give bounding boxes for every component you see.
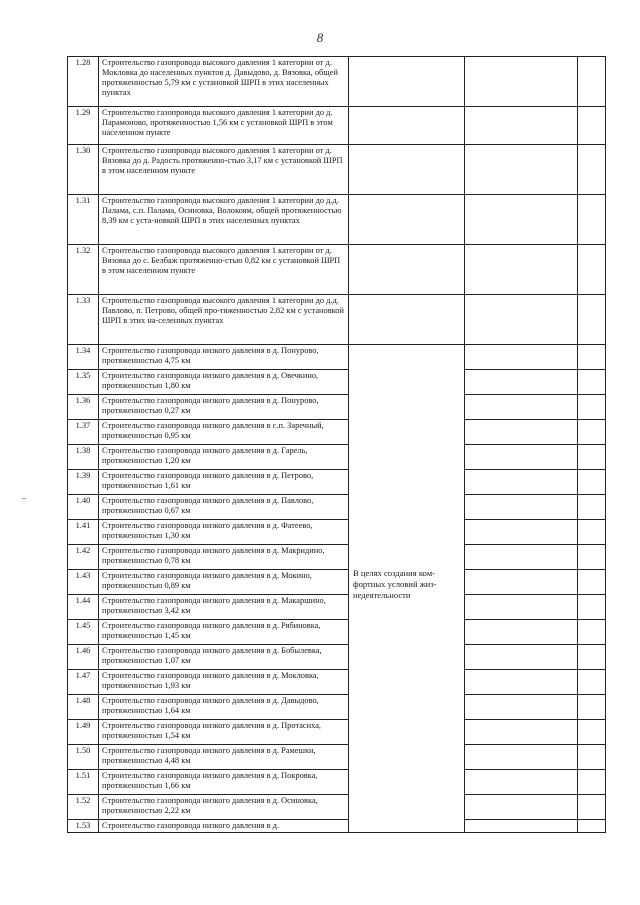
empty-cell <box>578 57 606 107</box>
row-description: Строительство газопровода низкого давления в д. Осиновка, протяженностью 2,22 км <box>99 795 349 820</box>
empty-cell <box>578 445 606 470</box>
row-number: 1.43 <box>68 570 99 595</box>
table-row <box>68 107 606 145</box>
empty-cell <box>465 695 578 720</box>
empty-cell <box>465 520 578 545</box>
purpose-cell <box>349 195 465 245</box>
empty-cell <box>578 820 606 833</box>
row-number: 1.51 <box>68 770 99 795</box>
row-description: Строительство газопровода низкого давления в с.п. Заречный, протяженностью 0,95 км <box>99 420 349 445</box>
purpose-cell <box>349 145 465 195</box>
empty-cell <box>578 695 606 720</box>
row-number: 1.28 <box>68 57 99 107</box>
purpose-merged-cell <box>349 345 465 833</box>
table-row <box>68 695 606 720</box>
row-number: 1.44 <box>68 595 99 620</box>
row-number: 1.41 <box>68 520 99 545</box>
row-number: 1.38 <box>68 445 99 470</box>
row-description: Строительство газопровода низкого давления в д. Рамешки, протяженностью 4,48 км <box>99 745 349 770</box>
empty-cell <box>465 645 578 670</box>
empty-cell <box>578 107 606 145</box>
empty-cell <box>465 795 578 820</box>
empty-cell <box>465 545 578 570</box>
row-description: Строительство газопровода высокого давления 1 категории до д.д. Палама, с.п. Палама, Осиновка, Волокоям, общей протяженностью 8,39 км с уста-новкой ШРП в этих населенных пунктах <box>99 195 349 245</box>
row-number: 1.42 <box>68 545 99 570</box>
row-description: Строительство газопровода низкого давления в д. Мокино, протяженностью 0,89 км <box>99 570 349 595</box>
empty-cell <box>465 295 578 345</box>
works-table <box>67 56 606 833</box>
row-description: Строительство газопровода низкого давления в д. Павлово, протяженностью 0,67 км <box>99 495 349 520</box>
empty-cell <box>578 670 606 695</box>
row-description: Строительство газопровода низкого давления в д. Гарель, протяженностью 1,20 км <box>99 445 349 470</box>
table-row <box>68 720 606 745</box>
row-description: Строительство газопровода низкого давления в д. Давыдово, протяженностью 1,64 км <box>99 695 349 720</box>
row-description: Строительство газопровода низкого давления в д. <box>99 820 349 833</box>
table-row <box>68 420 606 445</box>
row-description: Строительство газопровода низкого давления в д. Макридино, протяженностью 0,78 км <box>99 545 349 570</box>
empty-cell <box>465 570 578 595</box>
table-row <box>68 495 606 520</box>
row-number: 1.47 <box>68 670 99 695</box>
table-row <box>68 820 606 833</box>
row-number: 1.40 <box>68 495 99 520</box>
empty-cell <box>578 245 606 295</box>
table-row <box>68 645 606 670</box>
empty-cell <box>578 595 606 620</box>
empty-cell <box>578 645 606 670</box>
row-number: 1.30 <box>68 145 99 195</box>
empty-cell <box>578 520 606 545</box>
row-description: Строительство газопровода низкого давления в д. Бобылевка, протяженностью 1,07 км <box>99 645 349 670</box>
empty-cell <box>578 195 606 245</box>
empty-cell <box>578 145 606 195</box>
row-number: 1.32 <box>68 245 99 295</box>
row-description: Строительство газопровода низкого давления в д. Петрово, протяженностью 1,61 км <box>99 470 349 495</box>
row-description: Строительство газопровода высокого давления 1 категории от д. Вязовка до д. Радость протяженно-стью 3,17 км с установкой ШРП в этом населенном пункте <box>99 145 349 195</box>
row-number: 1.31 <box>68 195 99 245</box>
table-row <box>68 145 606 195</box>
empty-cell <box>578 395 606 420</box>
purpose-cell <box>349 295 465 345</box>
row-number: 1.36 <box>68 395 99 420</box>
empty-cell <box>465 395 578 420</box>
row-number: 1.45 <box>68 620 99 645</box>
empty-cell <box>578 570 606 595</box>
empty-cell <box>578 470 606 495</box>
empty-cell <box>578 545 606 570</box>
table-row <box>68 770 606 795</box>
table-row <box>68 545 606 570</box>
table-row <box>68 295 606 345</box>
row-description: Строительство газопровода низкого давления в д. Овечкино, протяженностью 1,80 км <box>99 370 349 395</box>
row-description: Строительство газопровода низкого давления в д. Понурово, протяженностью 4,75 км <box>99 345 349 370</box>
page-number: 8 <box>316 30 324 45</box>
table-row <box>68 745 606 770</box>
row-number: 1.50 <box>68 745 99 770</box>
empty-cell <box>578 295 606 345</box>
empty-cell <box>465 370 578 395</box>
empty-cell <box>578 495 606 520</box>
empty-cell <box>465 145 578 195</box>
table-row <box>68 570 606 595</box>
table-row <box>68 245 606 295</box>
table-row <box>68 520 606 545</box>
empty-cell <box>465 595 578 620</box>
empty-cell <box>465 420 578 445</box>
row-number: 1.29 <box>68 107 99 145</box>
row-number: 1.46 <box>68 645 99 670</box>
purpose-cell <box>349 107 465 145</box>
row-number: 1.53 <box>68 820 99 833</box>
empty-cell <box>578 720 606 745</box>
row-number: 1.33 <box>68 295 99 345</box>
table-row <box>68 795 606 820</box>
empty-cell <box>465 820 578 833</box>
margin-mark <box>22 498 26 499</box>
purpose-text: В целях создания ком-фортных условий жиз-недеятельности <box>353 568 437 600</box>
row-description: Строительство газопровода высокого давления 1 категории от д. Мокловка до населенных пунктов д. Давыдово, д. Вязовка, общей протяженностью 5,79 км с установкой ШРП в этих населенных пунктах <box>99 57 349 107</box>
empty-cell <box>465 670 578 695</box>
purpose-cell <box>349 57 465 107</box>
empty-cell <box>465 470 578 495</box>
row-number: 1.49 <box>68 720 99 745</box>
row-number: 1.35 <box>68 370 99 395</box>
empty-cell <box>465 770 578 795</box>
table-row <box>68 620 606 645</box>
row-description: Строительство газопровода низкого давления в д. Макаршино, протяженностью 3,42 км <box>99 595 349 620</box>
row-description: Строительство газопровода низкого давления в д. Рябиновка, протяженностью 1,45 км <box>99 620 349 645</box>
table-row <box>68 595 606 620</box>
row-description: Строительство газопровода высокого давления 1 категории до д.д. Павлово, п. Петрово, общей про-тяженностью 2,82 км с установкой ШРП в этих на-селенных пунктах <box>99 295 349 345</box>
row-description: Строительство газопровода низкого давления в д. Понурово, протяженностью 0,27 км <box>99 395 349 420</box>
row-number: 1.34 <box>68 345 99 370</box>
row-number: 1.52 <box>68 795 99 820</box>
empty-cell <box>578 795 606 820</box>
empty-cell <box>465 107 578 145</box>
row-description: Строительство газопровода высокого давления 1 категории до д. Парамоново, протяженностью 1,56 км с установкой ШРП в этом населенном пункте <box>99 107 349 145</box>
table-row <box>68 445 606 470</box>
row-description: Строительство газопровода низкого давления в д. Фатеево, протяженностью 1,30 км <box>99 520 349 545</box>
table-row <box>68 370 606 395</box>
empty-cell <box>465 720 578 745</box>
empty-cell <box>578 770 606 795</box>
empty-cell <box>465 495 578 520</box>
purpose-cell <box>349 245 465 295</box>
empty-cell <box>465 345 578 370</box>
row-number: 1.39 <box>68 470 99 495</box>
table-row <box>68 470 606 495</box>
row-description: Строительство газопровода высокого давления 1 категории от д. Вязовка до с. Белбаж протяженно-стью 0,82 км с установкой ШРП в этом населенном пункте <box>99 245 349 295</box>
row-description: Строительство газопровода низкого давления в д. Мокловка, протяженностью 1,93 км <box>99 670 349 695</box>
empty-cell <box>578 745 606 770</box>
empty-cell <box>578 620 606 645</box>
empty-cell <box>578 370 606 395</box>
row-description: Строительство газопровода низкого давления в д. Покровка, протяженностью 1,66 км <box>99 770 349 795</box>
empty-cell <box>465 195 578 245</box>
row-description: Строительство газопровода низкого давления в д. Протасиха, протяженностью 1,54 км <box>99 720 349 745</box>
row-number: 1.48 <box>68 695 99 720</box>
table-row <box>68 395 606 420</box>
table-row <box>68 345 606 370</box>
table-row <box>68 670 606 695</box>
empty-cell <box>578 420 606 445</box>
table-row <box>68 57 606 107</box>
empty-cell <box>578 345 606 370</box>
empty-cell <box>465 57 578 107</box>
empty-cell <box>465 245 578 295</box>
empty-cell <box>465 620 578 645</box>
empty-cell <box>465 445 578 470</box>
table-row <box>68 195 606 245</box>
row-number: 1.37 <box>68 420 99 445</box>
empty-cell <box>465 745 578 770</box>
